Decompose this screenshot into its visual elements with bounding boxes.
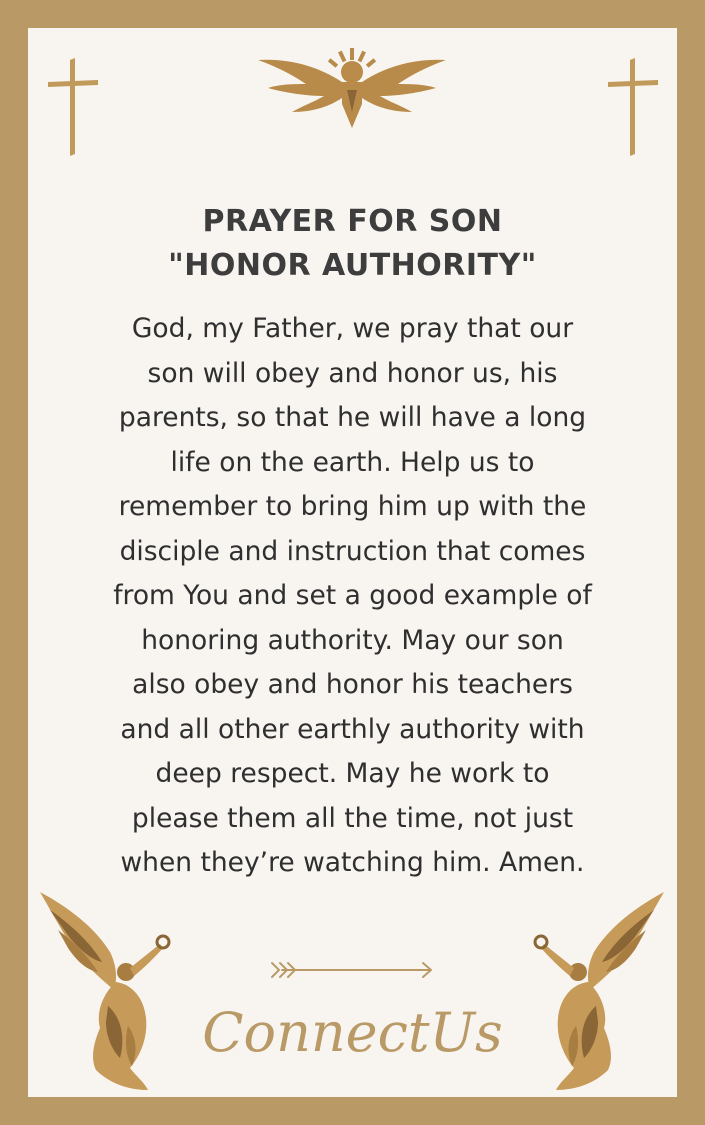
brand-logo: ConnectUs (202, 1001, 503, 1064)
prayer-line: son will obey and honor us, his (147, 357, 558, 389)
prayer-line: please them all the time, not just (131, 802, 574, 834)
cross-icon (606, 58, 660, 158)
prayer-title-line: PRAYER FOR SON (202, 204, 503, 239)
prayer-line: deep respect. May he work to (155, 758, 550, 789)
cross-icon (46, 58, 100, 158)
prayer-title-line: "HONOR AUTHORITY" (168, 248, 537, 283)
prayer-title (28, 200, 677, 288)
prayer-line: parents, so that he will have a long (118, 402, 587, 433)
prayer-line: and all other earthly authority with (120, 713, 585, 745)
prayer-card (28, 28, 677, 1097)
prayer-line: when they’re watching him. Amen. (120, 847, 585, 878)
prayer-line: disciple and instruction that comes (119, 535, 586, 567)
prayer-line: God, my Father, we pray that our (131, 313, 574, 344)
prayer-line: also obey and honor his teachers (132, 669, 573, 700)
prayer-text (48, 307, 657, 886)
winged-sun-icon (258, 46, 446, 130)
prayer-line: honoring authority. May our son (141, 624, 564, 656)
prayer-line: life on the earth. Help us to (170, 446, 535, 478)
prayer-line: from You and set a good example of (113, 580, 592, 611)
arrow-icon (268, 958, 436, 982)
prayer-line: remember to bring him up with the (118, 491, 587, 522)
